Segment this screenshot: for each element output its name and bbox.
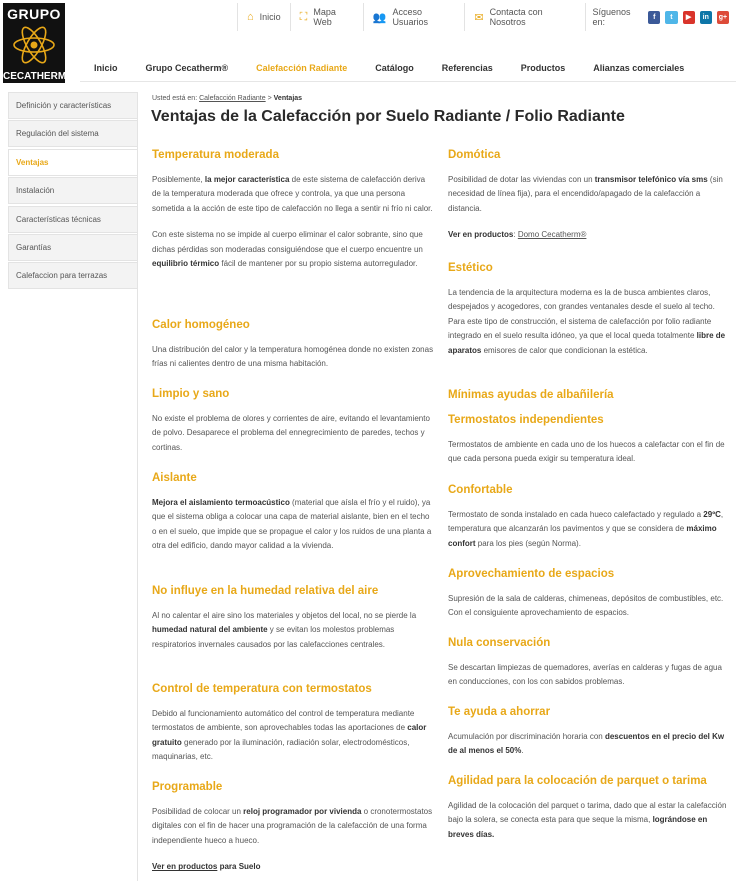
top-link-acceso-usuarios[interactable]: 👥 Acceso Usuarios — [364, 3, 466, 31]
logo[interactable] — [3, 3, 65, 83]
sidebar-item-instalacion[interactable]: Instalación — [8, 177, 138, 204]
section-text: Mejora el aislamiento termoacústico (material que aísla el frío y el ruido), ya que el sistema obliga a colocar una capa de material aislante, bien en el techo o en el suelo, que impide que se propague el calor y los ruidos de una planta a otra del edificio, dando mayor calidad a la vivienda. — [152, 498, 432, 551]
home-icon: ⌂ — [247, 11, 254, 23]
section-title: Estético — [448, 262, 493, 274]
section-title: Control de temperatura con termostatos — [152, 683, 372, 695]
section-limpio-sano — [152, 388, 434, 455]
section-text: Posibilidad de colocar un reloj programador por vivienda o cronotermostatos digitales con el fin de hacer una programación de la calefacción de una forma independiente hueco a hueco. — [152, 807, 433, 845]
section-text: Agilidad de la colocación del parquet o tarima, dado que al estar la calefacción bajo la solera, se conecta esta para que seque la misma, lográndose en breves días. — [448, 801, 727, 839]
sidebar — [8, 92, 138, 291]
mail-icon: ✉ — [474, 11, 484, 24]
section-text: La tendencia de la arquitectura moderna es la de busca ambientes claros, despejados y acogedores, con grandes ventanales desde el suelo al techo. Para este tipo de construcción, el sistema de calefacción por folio radiante integrado en el suelo resulta idóneo, ya que el local queda totalmente libre de aparatos emisores de calor que condicionan la estética. — [448, 288, 726, 355]
section-text: Posibilidad de dotar las viviendas con un transmisor telefónico vía sms (sin necesidad de línea fija), para el encendido/apagado de la calefacción a distancia. — [448, 175, 723, 213]
section-programable — [152, 781, 434, 875]
section-title: Termostatos independientes — [448, 414, 604, 426]
twitter-icon[interactable]: t — [665, 11, 677, 24]
section-title: Calor homogéneo — [152, 319, 250, 331]
section-text: No existe el problema de olores y corrientes de aire, evitando el levantamiento de polvo. Desaparece el problema del ennegrecimiento de paredes, techos y cortinas. — [152, 414, 430, 452]
breadcrumb-current: Ventajas — [273, 95, 303, 102]
section-estetico — [448, 262, 732, 358]
follow-label: Síguenos en: — [592, 7, 631, 27]
sidebar-item-garantias[interactable]: Garantías — [8, 234, 138, 261]
logo-top-text: GRUPO — [7, 6, 61, 22]
section-text: Al no calentar el aire sino los materiales y objetos del local, no se pierde la humedad natural del ambiente y se evitan los molestos problemas respiratorios invernales causados por las calefacciones centrales. — [152, 611, 417, 649]
logo-bottom-text: CECATHERM — [3, 71, 67, 82]
atom-icon — [12, 23, 56, 67]
linkedin-icon[interactable]: in — [700, 11, 712, 24]
facebook-icon[interactable]: f — [648, 11, 660, 24]
googleplus-icon[interactable]: g+ — [717, 11, 729, 24]
section-text: Posiblemente, la mejor característica de este sistema de calefacción deriva de la temperatura moderada que ofrece y controla, ya que una persona sometida a la acción de este tipo de calefacción no llega a sentir ni frío ni calor. — [152, 175, 433, 213]
nav-inicio[interactable]: Inicio — [94, 63, 118, 73]
section-aprovechamiento — [448, 568, 732, 621]
section-link-line: Ver en productos: Domo Cecatherm® — [448, 230, 587, 240]
section-text: Supresión de la sala de calderas, chimeneas, depósitos de combustibles, etc. Con el consiguiente aprovechamiento de espacios. — [448, 594, 724, 618]
section-control-temperatura — [152, 683, 434, 765]
section-title: Confortable — [448, 484, 513, 496]
sidebar-item-ventajas[interactable]: Ventajas — [8, 149, 138, 176]
section-text: Una distribución del calor y la temperatura homogénea donde no existen zonas frías ni calientes dentro de una misma habitación. — [152, 345, 434, 369]
section-link-line: Ver en productos para Suelo — [152, 862, 261, 872]
content-divider — [137, 92, 138, 881]
section-confortable — [448, 484, 732, 551]
top-link-mapa-web[interactable]: ⛶ Mapa Web — [291, 3, 364, 31]
top-bar — [237, 3, 736, 31]
top-link-contacta[interactable]: ✉ Contacta con Nosotros — [465, 3, 585, 31]
section-title: Programable — [152, 781, 223, 793]
breadcrumb: Usted está en: Calefacción Radiante > Ventajas — [152, 95, 303, 102]
section-termostatos — [448, 414, 732, 467]
section-text: Acumulación por discriminación horaria con descuentos en el precio del Kw de al menos el 50%. — [448, 732, 725, 756]
sitemap-icon: ⛶ — [299, 10, 308, 23]
breadcrumb-link[interactable]: Calefacción Radiante — [199, 95, 266, 102]
section-text: Se descartan limpiezas de quemadores, averías en calderas y fugas de agua en conducciones, con los con sabidos problemas. — [448, 663, 722, 687]
section-title: Aprovechamiento de espacios — [448, 568, 615, 580]
domo-cecatherm-link[interactable]: Domo Cecatherm® — [517, 230, 587, 240]
section-text: Debido al funcionamiento automático del control de temperatura mediante termostatos de ambiente, son aprovechables todas las aportaciones de calor gratuito generado por la iluminación, radiación solar, electrodomésticos, maquinarias, etc. — [152, 709, 427, 762]
section-title: Te ayuda a ahorrar — [448, 706, 551, 718]
section-text: Con este sistema no se impide al cuerpo eliminar el calor sobrante, sino que dichas pérdidas son moderadas consiguiéndose que el cuerpo encuentre un equilibrio térmico fácil de mantener por su propio sistema autorregulador. — [152, 230, 423, 269]
section-ahorrar — [448, 706, 732, 759]
sidebar-item-regulacion[interactable]: Regulación del sistema — [8, 120, 138, 147]
section-text: Termostato de sonda instalado en cada hueco calefactado y regulado a 29ºC, temperatura que alcanzarán los pavimentos y que se considera de máximo confort para los pies (según Norma). — [448, 510, 724, 548]
section-domotica — [448, 149, 732, 243]
page-title: Ventajas de la Calefacción por Suelo Radiante / Folio Radiante — [151, 108, 625, 125]
section-text: Termostatos de ambiente en cada uno de los huecos a calefactar con el fin de que cada persona pueda exigir su temperatura ideal. — [448, 440, 725, 464]
youtube-icon[interactable]: ▶ — [683, 11, 695, 24]
users-icon: 👥 — [372, 11, 387, 24]
nav-catalogo[interactable]: Catálogo — [375, 63, 414, 73]
section-title: Aislante — [152, 472, 197, 484]
section-humedad — [152, 585, 434, 652]
section-title: Limpio y sano — [152, 388, 230, 400]
section-temperatura-moderada — [152, 149, 434, 271]
nav-calefaccion-radiante[interactable]: Calefacción Radiante — [256, 63, 348, 73]
section-title: No influye en la humedad relativa del aire — [152, 585, 379, 597]
nav-alianzas[interactable]: Alianzas comerciales — [593, 63, 685, 73]
nav-referencias[interactable]: Referencias — [441, 63, 493, 73]
section-title: Nula conservación — [448, 637, 551, 649]
main-nav — [80, 56, 736, 82]
nav-productos[interactable]: Productos — [520, 63, 566, 73]
sidebar-item-terrazas[interactable]: Calefaccion para terrazas — [8, 262, 138, 289]
section-title: Mínimas ayudas de albañilería — [448, 389, 614, 401]
sidebar-item-definicion[interactable]: Definición y características — [8, 92, 138, 119]
top-link-inicio[interactable]: ⌂ Inicio — [237, 3, 291, 31]
section-aislante — [152, 472, 434, 554]
section-calor-homogeneo — [152, 319, 434, 372]
nav-grupo-cecatherm[interactable]: Grupo Cecatherm® — [145, 63, 229, 73]
ver-en-productos-link[interactable]: Ver en productos — [152, 862, 218, 872]
social-follow — [586, 3, 736, 31]
section-albanileria — [448, 389, 732, 401]
section-title: Temperatura moderada — [152, 149, 279, 161]
section-title: Domótica — [448, 149, 501, 161]
section-nula-conservacion — [448, 637, 732, 690]
section-title: Agilidad para la colocación de parquet o tarima — [448, 775, 707, 787]
sidebar-item-caracteristicas[interactable]: Características técnicas — [8, 206, 138, 233]
section-parquet — [448, 775, 732, 842]
